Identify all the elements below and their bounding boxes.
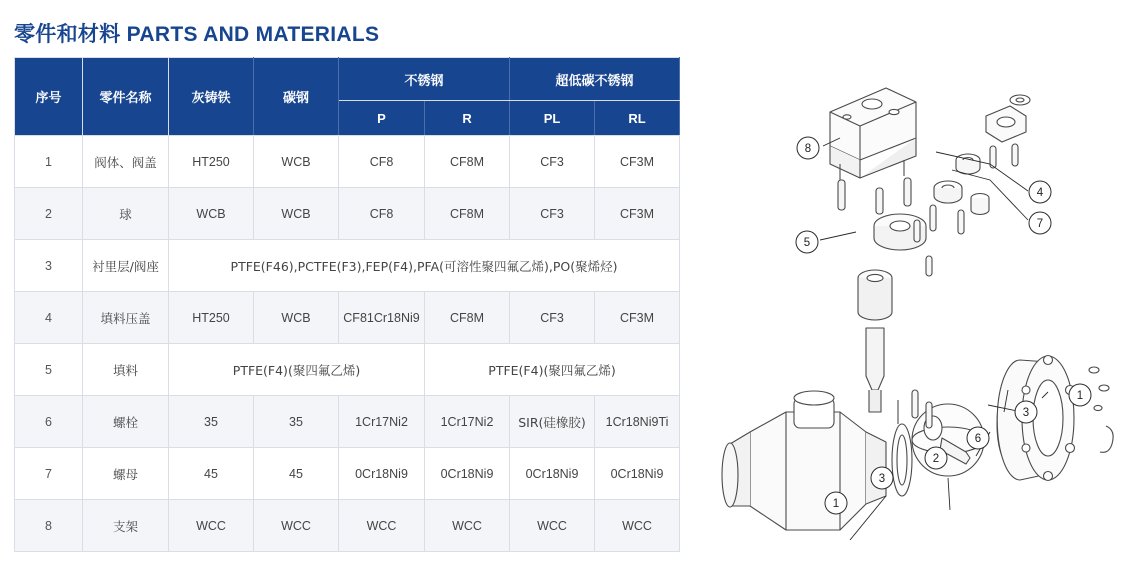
callout-label: 1 [1076,390,1084,402]
callout-7 [1029,212,1051,234]
cell-r: WCC [425,500,510,552]
cell-pl: WCC [510,500,595,552]
cell-z: HT250 [169,136,254,188]
header-ultra-low-carbon-stainless: 超低碳不锈钢 [510,58,680,101]
header-code-p: P [339,101,425,136]
cell-p: WCC [339,500,425,552]
table-row [15,500,680,552]
cell-c: WCB [254,292,339,344]
cell-r: CF8M [425,188,510,240]
cell-r: CF8M [425,292,510,344]
callout-2 [925,447,947,469]
table-row [15,136,680,188]
page-title [14,18,379,48]
seat-ring-left [892,424,912,496]
cell-pl: CF3 [510,188,595,240]
callout-label: 3 [1022,407,1030,419]
top-right-rings [986,95,1030,168]
page-title-cn: 零件和材料 [14,22,121,46]
parts-table [14,57,680,552]
valve-stem [866,328,884,412]
header-carbon-steel: 碳钢 [254,58,339,136]
cell-span-all: PTFE(F46),PCTFE(F3),FEP(F4),PFA(可溶性聚四氟乙烯),PO(聚烯烃) [169,240,680,292]
row-no: 5 [15,344,83,396]
cell-z: HT250 [169,292,254,344]
callout-label: 7 [1036,218,1044,230]
row-part-name: 球 [83,188,169,240]
cell-p: 1Cr17Ni2 [339,396,425,448]
callout-3-right [1015,401,1037,423]
row-no: 6 [15,396,83,448]
header-code-r: R [425,101,510,136]
header-row-materials [15,58,680,101]
header-code-rl: RL [595,101,680,136]
callout-label: 3 [878,473,886,485]
callout-5 [796,231,818,253]
parts-table-head [15,58,680,136]
callout-1-right [1069,384,1091,406]
table-row [15,292,680,344]
cell-rl: CF3M [595,188,680,240]
cell-pl: CF3 [510,292,595,344]
callout-label: 6 [974,433,982,445]
cell-rl: WCC [595,500,680,552]
header-part-name: 零件名称 [83,58,169,136]
stem-hardware [930,154,989,234]
cell-z: 45 [169,448,254,500]
header-gray-cast-iron: 灰铸铁 [169,58,254,136]
cell-c: 35 [254,396,339,448]
cell-c: 45 [254,448,339,500]
packing-sleeve [858,270,892,320]
cell-c: WCB [254,136,339,188]
cell-r: 1Cr17Ni2 [425,396,510,448]
callout-8 [797,137,819,159]
callout-3-left [871,467,893,489]
row-part-name: 衬里层/阀座 [83,240,169,292]
parts-table-container [14,57,679,552]
table-row [15,240,680,292]
cell-z: WCB [169,188,254,240]
cell-span-left: PTFE(F4)(聚四氟乙烯) [169,344,425,396]
row-no: 8 [15,500,83,552]
row-no: 4 [15,292,83,344]
cell-span-right: PTFE(F4)(聚四氟乙烯) [425,344,680,396]
table-row [15,188,680,240]
row-no: 7 [15,448,83,500]
callout-label: 5 [803,237,811,249]
cell-r: CF8M [425,136,510,188]
row-no: 3 [15,240,83,292]
table-row [15,448,680,500]
callout-6 [967,427,989,449]
row-no: 1 [15,136,83,188]
callout-1-left [825,492,847,514]
cell-rl: CF3M [595,292,680,344]
row-no: 2 [15,188,83,240]
cell-r: 0Cr18Ni9 [425,448,510,500]
cell-p: CF8 [339,136,425,188]
bracket-bolts [838,178,911,214]
callout-label: 4 [1036,187,1044,199]
row-part-name: 螺栓 [83,396,169,448]
cell-p: CF81Cr18Ni9 [339,292,425,344]
cell-rl: 0Cr18Ni9 [595,448,680,500]
cell-pl: 0Cr18Ni9 [510,448,595,500]
cell-pl: SIR(硅橡胶) [510,396,595,448]
cell-c: WCB [254,188,339,240]
row-part-name: 填料 [83,344,169,396]
header-code-pl: PL [510,101,595,136]
row-part-name: 螺母 [83,448,169,500]
callout-label: 1 [832,498,840,510]
cell-z: WCC [169,500,254,552]
table-row [15,344,680,396]
row-part-name: 填料压盖 [83,292,169,344]
cell-p: CF8 [339,188,425,240]
callout-label: 8 [804,143,812,155]
valve-body [722,391,886,530]
callout-label: 2 [932,453,940,465]
parts-table-body [15,136,680,552]
bracket-part [830,88,916,180]
header-stainless-steel: 不锈钢 [339,58,510,101]
cell-z: 35 [169,396,254,448]
cell-p: 0Cr18Ni9 [339,448,425,500]
header-no: 序号 [15,58,83,136]
end-cap [997,356,1074,481]
cell-rl: CF3M [595,136,680,188]
table-row [15,396,680,448]
page-title-en: PARTS AND MATERIALS [126,23,380,46]
small-washers [1089,367,1113,452]
exploded-valve-diagram [690,60,1130,540]
row-part-name: 支架 [83,500,169,552]
row-part-name: 阀体、阀盖 [83,136,169,188]
callout-4 [1029,181,1051,203]
cell-c: WCC [254,500,339,552]
cell-rl: 1Cr18Ni9Ti [595,396,680,448]
cell-pl: CF3 [510,136,595,188]
